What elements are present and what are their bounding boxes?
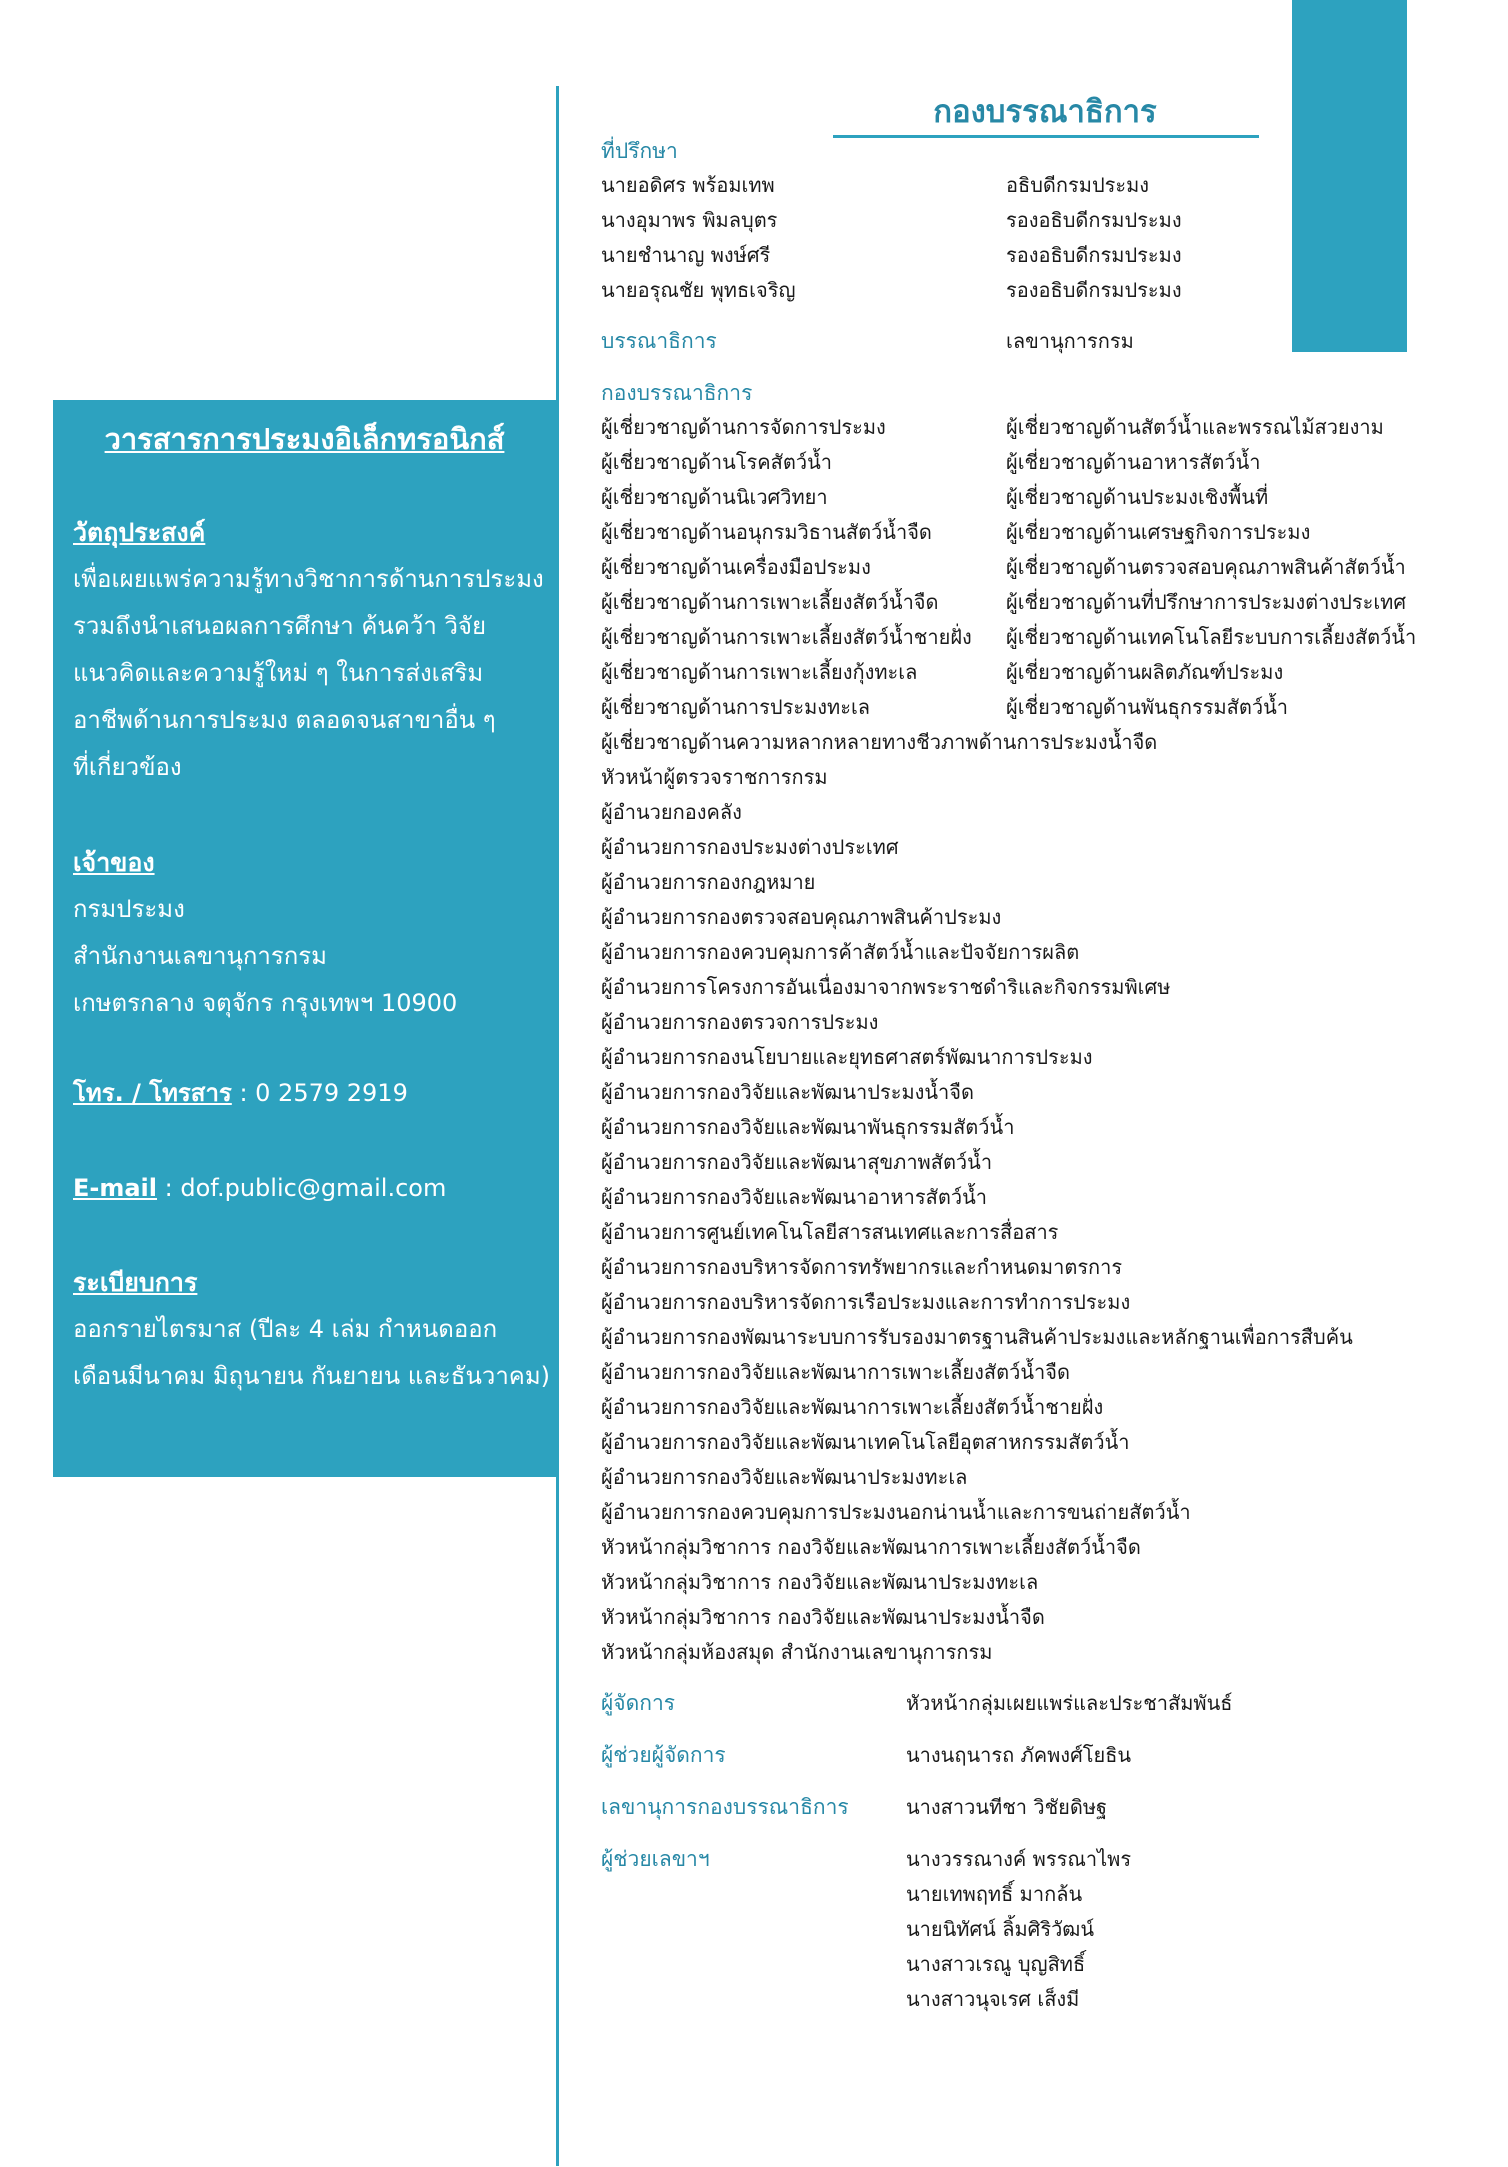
board-member: ผู้อำนวยการกองวิจัยและพัฒนาประมงน้ำจืด	[601, 1080, 974, 1104]
schedule-line: เดือนมีนาคม มิถุนายน กันยายน และธันวาคม)	[73, 1362, 551, 1390]
objective-heading: วัตถุประสงค์	[73, 518, 206, 547]
board-member: ผู้เชี่ยวชาญด้านเครื่องมือประมง	[601, 555, 871, 579]
board-member: ผู้เชี่ยวชาญด้านที่ปรึกษาการประมงต่างประเทศ	[1006, 590, 1407, 614]
board-member: หัวหน้ากลุ่มห้องสมุด สำนักงานเลขานุการกรม	[601, 1640, 993, 1664]
board-member: หัวหน้ากลุ่มวิชาการ กองวิจัยและพัฒนาประมงน้ำจืด	[601, 1605, 1045, 1629]
board-member: ผู้เชี่ยวชาญด้านเทคโนโลยีระบบการเลี้ยงสัตว์น้ำ	[1006, 625, 1417, 649]
objective-line: อาชีพด้านการประมง ตลอดจนสาขาอื่น ๆ	[73, 706, 496, 734]
board-member: ผู้เชี่ยวชาญด้านนิเวศวิทยา	[601, 485, 828, 509]
manager-label: ผู้จัดการ	[601, 1691, 676, 1715]
phone-line	[73, 1070, 543, 1117]
board-member: หัวหน้าผู้ตรวจราชการกรม	[601, 765, 828, 789]
board-member: ผู้อำนวยการกองบริหารจัดการทรัพยากรและกำหนดมาตรการ	[601, 1255, 1123, 1279]
objective-line: รวมถึงนำเสนอผลการศึกษา ค้นคว้า วิจัย	[73, 612, 487, 640]
advisor-name: นายอรุณชัย พุทธเจริญ	[601, 278, 796, 302]
advisor-name: นางอุมาพร พิมลบุตร	[601, 208, 778, 232]
board-member: ผู้อำนวยการกองตรวจการประมง	[601, 1010, 879, 1034]
asst-manager-value: นางนฤนารถ ภัคพงศ์โยธิน	[906, 1743, 1132, 1767]
board-member: หัวหน้ากลุ่มวิชาการ กองวิจัยและพัฒนาการเพาะเลี้ยงสัตว์น้ำจืด	[601, 1535, 1141, 1559]
objective-line: แนวคิดและความรู้ใหม่ ๆ ในการส่งเสริม	[73, 659, 484, 687]
board-member: ผู้เชี่ยวชาญด้านการเพาะเลี้ยงสัตว์น้ำจืด	[601, 590, 939, 614]
board-member: ผู้เชี่ยวชาญด้านการจัดการประมง	[601, 415, 886, 439]
board-member: ผู้อำนวยการกองวิจัยและพัฒนาการเพาะเลี้ยงสัตว์น้ำชายฝั่ง	[601, 1395, 1104, 1419]
advisor-role: รองอธิบดีกรมประมง	[1006, 208, 1182, 232]
advisor-role: รองอธิบดีกรมประมง	[1006, 278, 1182, 302]
board-member: ผู้อำนวยการกองวิจัยและพัฒนาพันธุกรรมสัตว์น้ำ	[601, 1115, 1015, 1139]
phone-value: : 0 2579 2919	[231, 1079, 408, 1107]
board-member: ผู้อำนวยการกองวิจัยและพัฒนาอาหารสัตว์น้ำ	[601, 1185, 987, 1209]
vertical-divider	[556, 86, 559, 2166]
advisor-role: รองอธิบดีกรมประมง	[1006, 243, 1182, 267]
owner-section	[73, 840, 543, 1027]
editor-value: เลขานุการกรม	[1006, 329, 1134, 353]
asst-secretary: นางสาวนุจเรศ เส็งมี	[906, 1987, 1080, 2011]
board-member: หัวหน้ากลุ่มวิชาการ กองวิจัยและพัฒนาประมงทะเล	[601, 1570, 1039, 1594]
board-member: ผู้เชี่ยวชาญด้านการประมงทะเล	[601, 695, 871, 719]
board-member: ผู้อำนวยการกองควบคุมการค้าสัตว์น้ำและปัจจัยการผลิต	[601, 940, 1080, 964]
owner-line: กรมประมง	[73, 895, 185, 923]
board-member: ผู้เชี่ยวชาญด้านผลิตภัณฑ์ประมง	[1006, 660, 1284, 684]
asst-secretary: นางวรรณางค์ พรรณาไพร	[906, 1847, 1132, 1871]
board-member: ผู้อำนวยการกองควบคุมการประมงนอกน่านน้ำและการขนถ่ายสัตว์น้ำ	[601, 1500, 1191, 1524]
board-member: ผู้อำนวยการกองประมงต่างประเทศ	[601, 835, 899, 859]
board-member: ผู้อำนวยการโครงการอันเนื่องมาจากพระราชดำริและกิจกรรมพิเศษ	[601, 975, 1171, 999]
objective-line: ที่เกี่ยวข้อง	[73, 753, 182, 781]
corner-accent-bar	[1292, 0, 1407, 352]
schedule-heading: ระเบียบการ	[73, 1268, 198, 1297]
asst-secretary: นางสาวเรณู บุญสิทธิ์	[906, 1952, 1086, 1976]
board-member: ผู้อำนวยการกองกฎหมาย	[601, 870, 816, 894]
board-member: ผู้เชี่ยวชาญด้านตรวจสอบคุณภาพสินค้าสัตว์น้ำ	[1006, 555, 1406, 579]
board-member: ผู้เชี่ยวชาญด้านอนุกรมวิธานสัตว์น้ำจืด	[601, 520, 932, 544]
email-value: : dof.public@gmail.com	[157, 1174, 447, 1202]
board-member: ผู้อำนวยการกองตรวจสอบคุณภาพสินค้าประมง	[601, 905, 1002, 929]
board-member: ผู้เชี่ยวชาญด้านโรคสัตว์น้ำ	[601, 450, 833, 474]
board-secretary-label: เลขานุการกองบรรณาธิการ	[601, 1795, 849, 1819]
journal-title: วารสารการประมงอิเล็กทรอนิกส์	[104, 422, 505, 456]
board-member: ผู้เชี่ยวชาญด้านการเพาะเลี้ยงกุ้งทะเล	[601, 660, 918, 684]
board-member: ผู้เชี่ยวชาญด้านสัตว์น้ำและพรรณไม้สวยงาม	[1006, 415, 1384, 439]
email-label: E-mail	[73, 1174, 158, 1202]
owner-line: เกษตรกลาง จตุจักร กรุงเทพฯ 10900	[73, 989, 458, 1017]
board-member: ผู้อำนวยการศูนย์เทคโนโลยีสารสนเทศและการสื่อสาร	[601, 1220, 1059, 1244]
manager-value: หัวหน้ากลุ่มเผยแพร่และประชาสัมพันธ์	[906, 1691, 1233, 1715]
board-member: ผู้อำนวยการกองวิจัยและพัฒนาเทคโนโลยีอุตสาหกรรมสัตว์น้ำ	[601, 1430, 1130, 1454]
objective-section	[73, 510, 543, 791]
schedule-section	[73, 1260, 551, 1400]
email-line	[73, 1165, 543, 1212]
board-member: ผู้อำนวยการกองวิจัยและพัฒนาสุขภาพสัตว์น้ำ	[601, 1150, 993, 1174]
asst-secretary: นายนิทัศน์ ลิ้มศิริวัฒน์	[906, 1917, 1095, 1941]
board-secretary-value: นางสาวนทีชา วิชัยดิษฐ	[906, 1795, 1108, 1819]
advisor-name: นายชำนาญ พงษ์ศรี	[601, 243, 771, 267]
owner-heading: เจ้าของ	[73, 848, 155, 877]
editor-label: บรรณาธิการ	[601, 329, 717, 353]
journal-info-panel	[53, 400, 556, 1477]
phone-label: โทร. / โทรสาร	[73, 1079, 232, 1107]
board-member: ผู้อำนวยการกองบริหารจัดการเรือประมงและการทำการประมง	[601, 1290, 1131, 1314]
objective-line: เพื่อเผยแพร่ความรู้ทางวิชาการด้านการประมง	[73, 565, 544, 593]
advisors-label: ที่ปรึกษา	[601, 139, 678, 163]
board-member: ผู้เชี่ยวชาญด้านพันธุกรรมสัตว์น้ำ	[1006, 695, 1288, 719]
board-member: ผู้เชี่ยวชาญด้านอาหารสัตว์น้ำ	[1006, 450, 1261, 474]
board-member: ผู้เชี่ยวชาญด้านเศรษฐกิจการประมง	[1006, 520, 1311, 544]
board-title: กองบรรณาธิการ	[933, 94, 1157, 130]
board-title-rule	[833, 135, 1259, 138]
board-member: ผู้อำนวยการกองนโยบายและยุทธศาสตร์พัฒนาการประมง	[601, 1045, 1093, 1069]
board-member: ผู้อำนวยการกองพัฒนาระบบการรับรองมาตรฐานสินค้าประมงและหลักฐานเพื่อการสืบค้น	[601, 1325, 1353, 1349]
board-member: ผู้อำนวยการกองวิจัยและพัฒนาการเพาะเลี้ยงสัตว์น้ำจืด	[601, 1360, 1070, 1384]
board-member: ผู้อำนวยกองคลัง	[601, 800, 742, 824]
board-member: ผู้อำนวยการกองวิจัยและพัฒนาประมงทะเล	[601, 1465, 968, 1489]
owner-line: สำนักงานเลขานุการกรม	[73, 942, 328, 970]
schedule-line: ออกรายไตรมาส (ปีละ 4 เล่ม กำหนดออก	[73, 1315, 498, 1343]
board-member: ผู้เชี่ยวชาญด้านความหลากหลายทางชีวภาพด้านการประมงน้ำจืด	[601, 730, 1158, 754]
asst-secretary-label: ผู้ช่วยเลขาฯ	[601, 1847, 710, 1871]
advisor-name: นายอดิศร พร้อมเทพ	[601, 173, 775, 197]
advisor-role: อธิบดีกรมประมง	[1006, 173, 1150, 197]
asst-secretary: นายเทพฤทธิ์ มากล้น	[906, 1882, 1083, 1906]
board-member: ผู้เชี่ยวชาญด้านประมงเชิงพื้นที่	[1006, 485, 1269, 509]
asst-manager-label: ผู้ช่วยผู้จัดการ	[601, 1743, 726, 1767]
board-member: ผู้เชี่ยวชาญด้านการเพาะเลี้ยงสัตว์น้ำชายฝั่ง	[601, 625, 972, 649]
editorial-board-label: กองบรรณาธิการ	[601, 381, 753, 405]
